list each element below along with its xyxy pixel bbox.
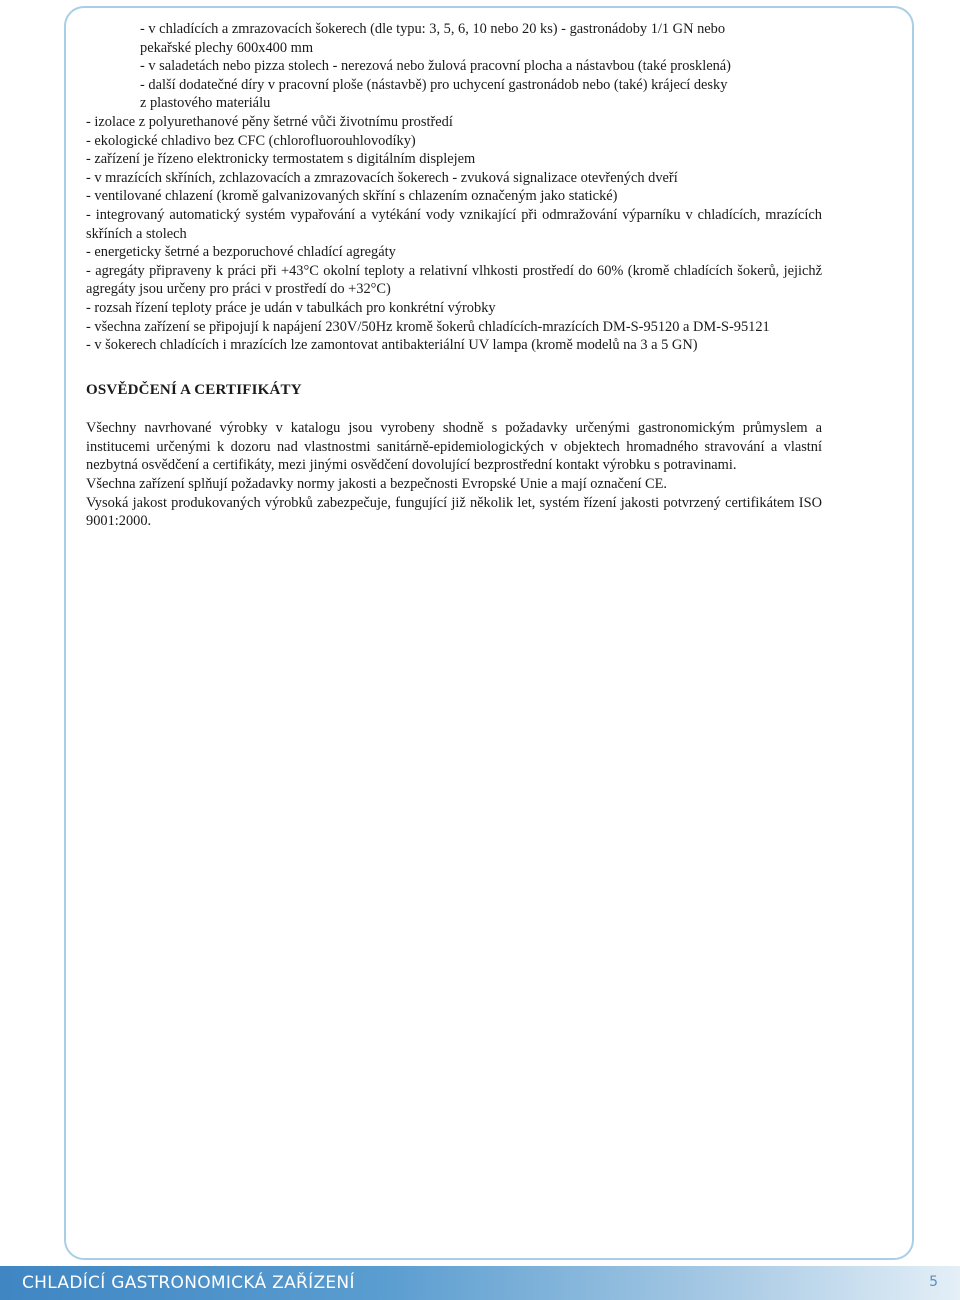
sub-bullet-line: z plastového materiálu [140,95,271,112]
footer-bar [0,1266,960,1300]
feature-bullet-list [86,113,822,355]
feature-bullet: - rozsah řízení teploty práce je udán v tabulkách pro konkrétní výrobky [86,299,496,316]
feature-bullet: - izolace z polyurethanové pěny šetrné vůči životnímu prostředí [86,113,453,130]
feature-bullet: - ekologické chladivo bez CFC (chlorofluorouhlovodíky) [86,132,416,149]
feature-bullet: - agregáty připraveny k práci při +43°C okolní teploty a relativní vlhkosti prostředí do 60% (kromě chladících šokerů, jejichž agregáty jsou určeny pro práci v prostředí do +32°C) [86,262,822,298]
document-body [86,20,822,531]
paragraph: Všechna zařízení splňují požadavky normy jakosti a bezpečnosti Evropské Unie a mají označení CE. [86,476,668,493]
feature-bullet: - všechna zařízení se připojují k napájení 230V/50Hz kromě šokerů chladících-mrazících DM-S-95120 a DM-S-95121 [86,318,770,335]
sub-bullet-line: - další dodatečné díry v pracovní ploše (nástavbě) pro uchycení gastronádob nebo (také) krájecí desky [140,76,728,93]
paragraph: Vysoká jakost produkovaných výrobků zabezpečuje, fungující již několik let, systém řízení jakosti potvrzený certifikátem ISO 9001:2000. [86,494,822,530]
sub-bullet-line: - v chladících a zmrazovacích šokerech (dle typu: 3, 5, 6, 10 nebo 20 ks) - gastronádoby 1/1 GN nebo [140,21,726,37]
feature-bullet: - v šokerech chladících i mrazících lze zamontovat antibakteriální UV lampa (kromě modelů na 3 a 5 GN) [86,337,698,354]
feature-bullet: - zařízení je řízeno elektronicky termostatem s digitálním displejem [86,151,476,168]
certification-text [86,419,822,531]
feature-bullet: - v mrazících skříních, zchlazovacích a zmrazovacích šokerech - zvuková signalizace otevřených dveří [86,169,678,186]
footer-title: CHLADÍCÍ GASTRONOMICKÁ ZAŘÍZENÍ [22,1273,355,1293]
section-title: OSVĚDČENÍ A CERTIFIKÁTY [86,381,302,398]
feature-bullet: - ventilované chlazení (kromě galvanizovaných skříní s chlazením označeným jako statické) [86,188,618,205]
paragraph: Všechny navrhované výrobky v katalogu jsou vyrobeny shodně s požadavky určenými gastronomickým průmyslem a institucemi určenými k dozoru nad vlastnostmi sanitárně-epidemiologických v objektech hromadného stravování a vlastní nezbytná osvědčení a certifikáty, mezi jinými osvědčení dovolující bezprostřední kontakt výrobku s potravinami. [86,420,822,474]
feature-bullet: - energeticky šetrné a bezporuchové chladící agregáty [86,244,396,261]
sub-bullet-line: - v saladetách nebo pizza stolech - nerezová nebo žulová pracovní plocha a nástavbou (také prosklená) [140,58,731,75]
feature-bullet: - integrovaný automatický systém vypařování a vytékání vody vznikající při odmražování výparníku v chladících, mrazících skříních a stolech [86,206,822,242]
sub-bullet-line: pekařské plechy 600x400 mm [140,39,314,56]
page-number: 5 [929,1274,938,1290]
sub-bullet-list [86,20,822,113]
